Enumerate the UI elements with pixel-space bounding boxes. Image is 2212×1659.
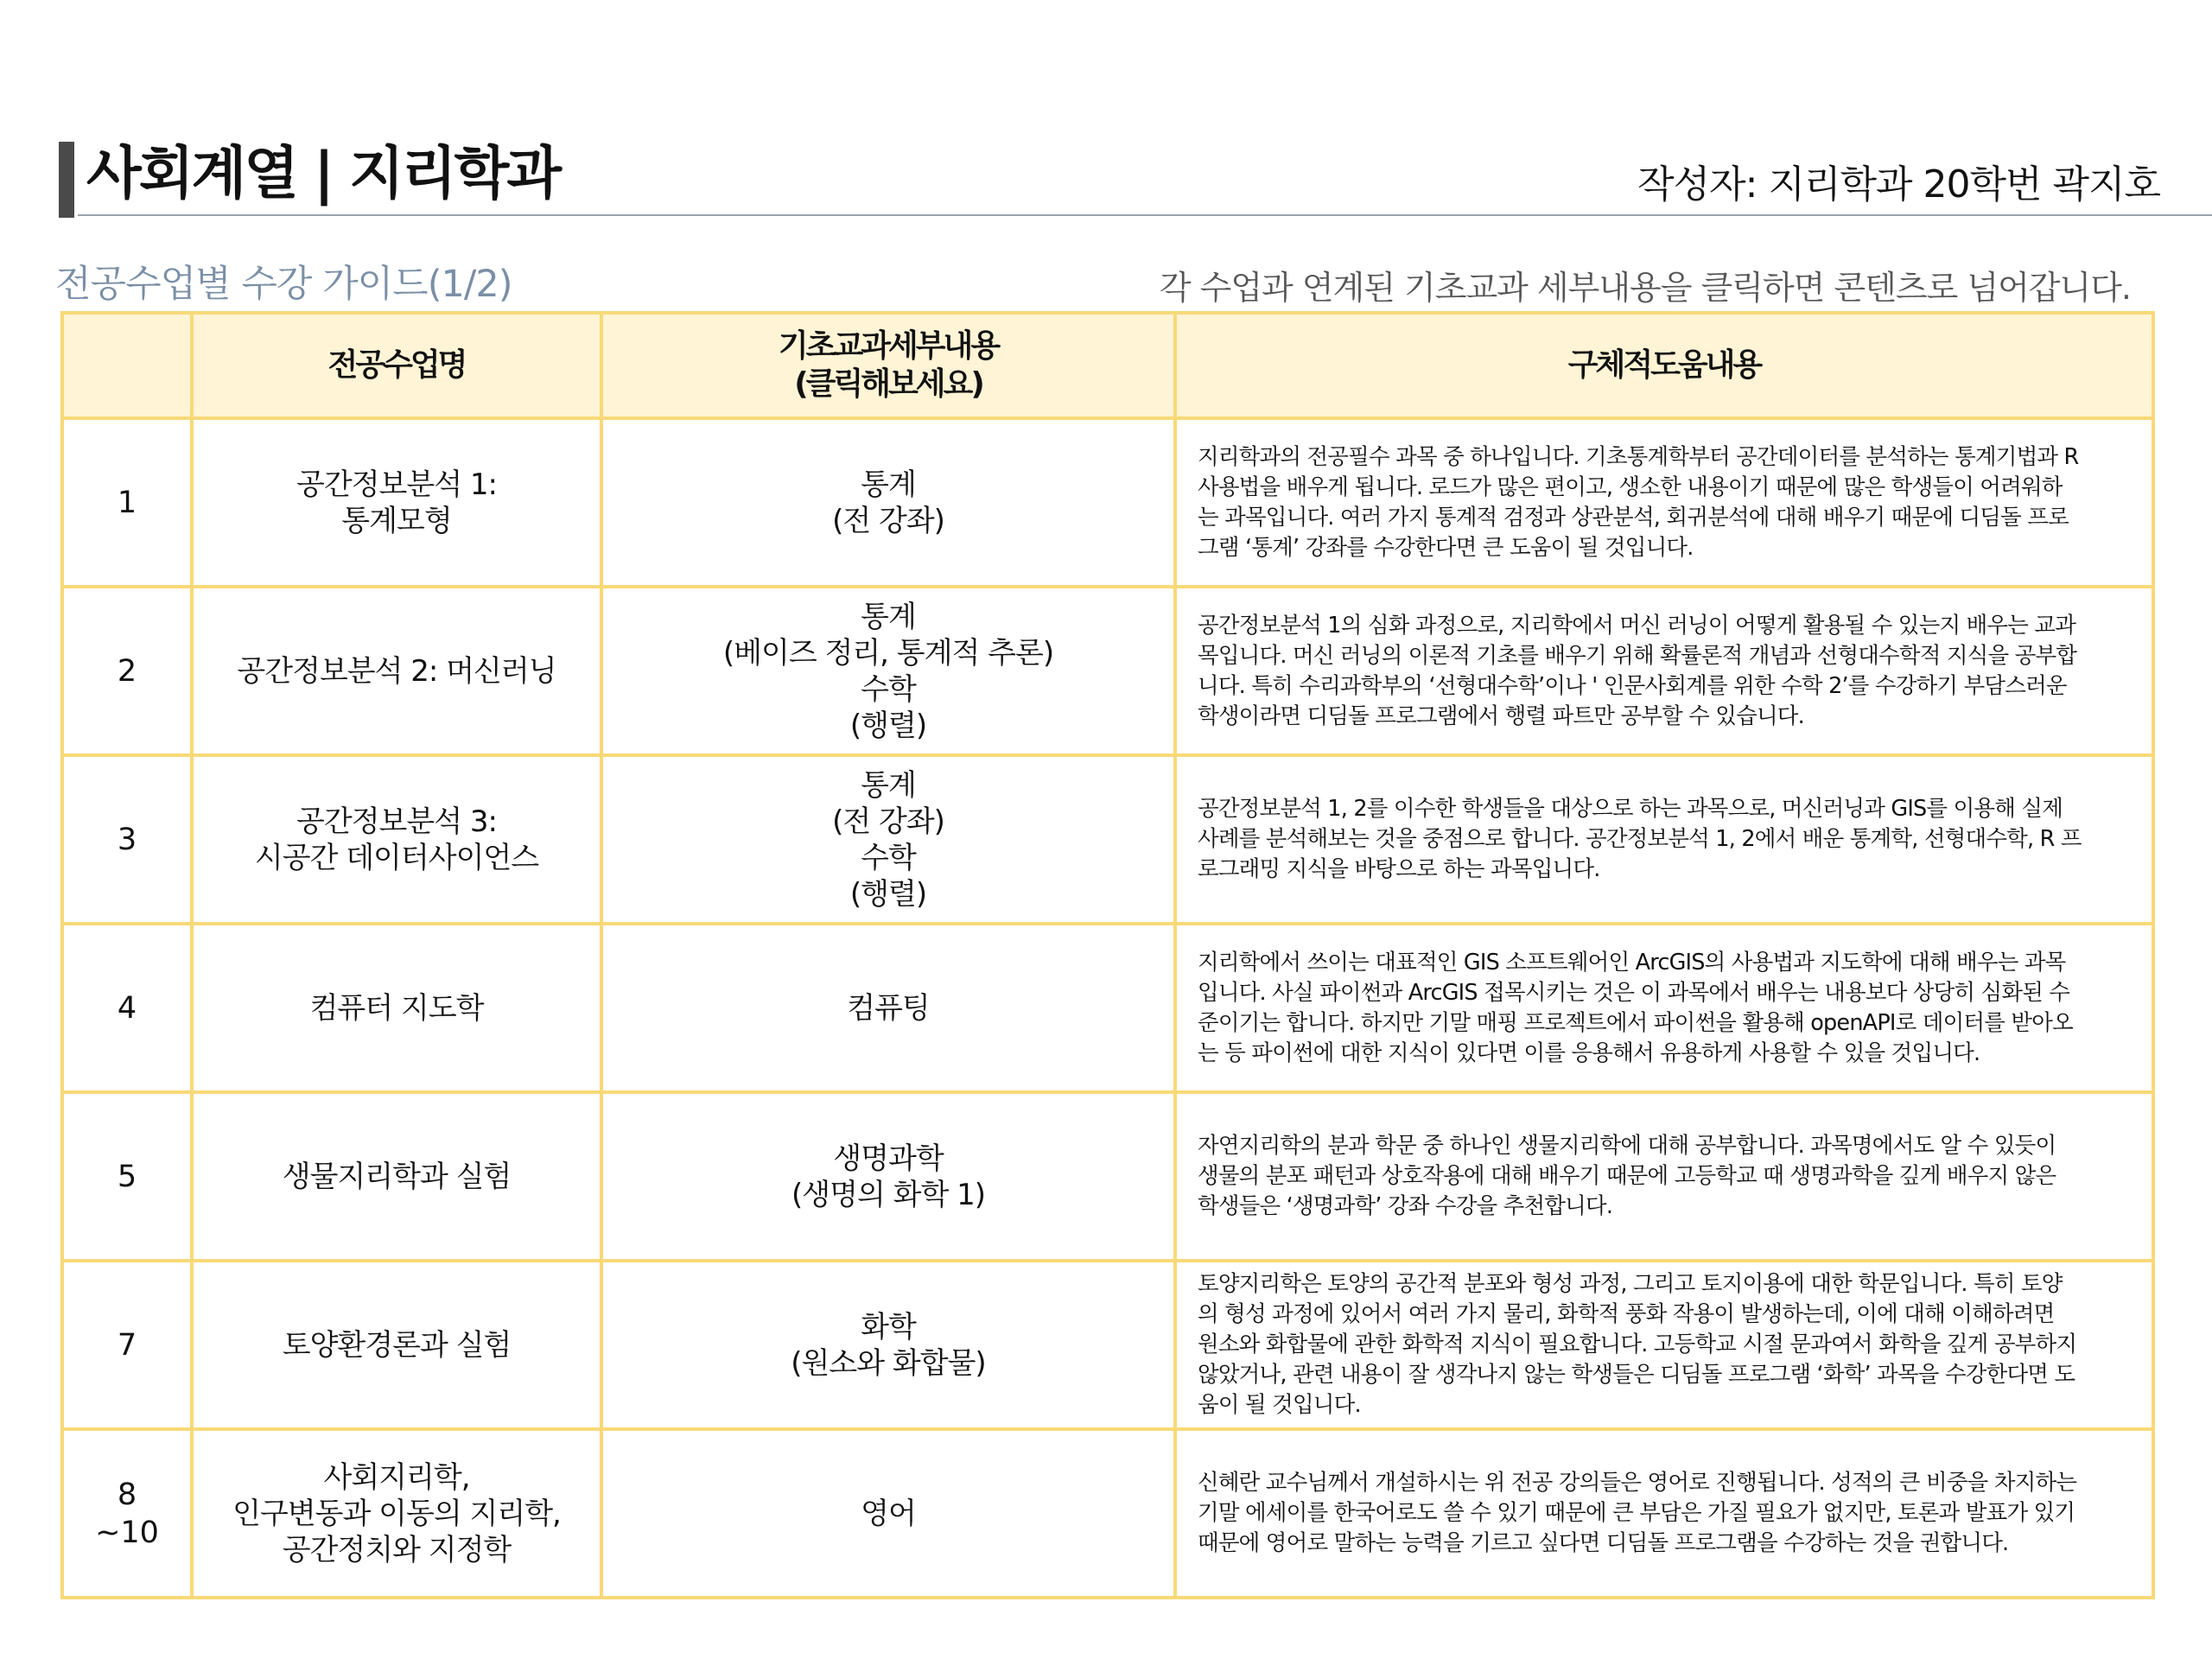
table-row [62, 924, 2153, 1092]
row-number: 8 ~10 [62, 1429, 192, 1598]
page-title: 사회계열 | 지리학과 [86, 140, 560, 207]
row-number: 3 [62, 755, 192, 924]
header-number [62, 313, 192, 418]
course-name: 토양환경론과 실험 [192, 1261, 601, 1429]
basic-subject-link[interactable]: 영어 [601, 1429, 1175, 1598]
help-description: 신혜란 교수님께서 개설하시는 위 전공 강의들은 영어로 진행됩니다. 성적의 큰 비중을 차지하는 기말 에세이를 한국어로도 쓸 수 있기 때문에 큰 부담은 가질 필요가 없지만, 토론과 발표가 있기 때문에 영어로 말하는 능력을 기르고 싶다면 디딤돌 프로그램을 수강하는 것을 권합니다. [1175, 1429, 2153, 1598]
course-name: 생물지리학과 실험 [192, 1092, 601, 1261]
header-divider [78, 214, 2212, 216]
help-description: 지리학과의 전공필수 과목 중 하나입니다. 기초통계학부터 공간데이터를 분석하는 통계기법과 R 사용법을 배우게 됩니다. 로드가 많은 편이고, 생소한 내용이기 때문에 많은 학생들이 어려워하 는 과목입니다. 여러 가지 통계적 검정과 상관분석, 회귀분석에 대해 배우기 때문에 디딤돌 프로 그램 ‘통계’ 강좌를 수강한다면 큰 도움이 될 것입니다. [1175, 418, 2153, 587]
course-name: 공간정보분석 3: 시공간 데이터사이언스 [192, 755, 601, 924]
table-row [62, 1092, 2153, 1261]
author-credit: 작성자: 지리학과 20학번 곽지호 [1637, 162, 2160, 207]
course-name: 사회지리학, 인구변동과 이동의 지리학, 공간정치와 지정학 [192, 1429, 601, 1598]
basic-subject-link[interactable]: 생명과학 (생명의 화학 1) [601, 1092, 1175, 1261]
header-help-detail: 구체적도움내용 [1175, 313, 2153, 418]
basic-subject-link[interactable]: 화학 (원소와 화합물) [601, 1261, 1175, 1429]
row-number: 4 [62, 924, 192, 1092]
basic-subject-link[interactable]: 통계 (전 강좌) [601, 418, 1175, 587]
basic-subject-link[interactable]: 통계 (베이즈 정리, 통계적 추론) 수학 (행렬) [601, 587, 1175, 755]
help-description: 공간정보분석 1, 2를 이수한 학생들을 대상으로 하는 과목으로, 머신러닝과 GIS를 이용해 실제 사례를 분석해보는 것을 중점으로 합니다. 공간정보분석 1, 2에서 배운 통계학, 선형대수학, R 프 로그래밍 지식을 바탕으로 하는 과목입니다. [1175, 755, 2153, 924]
basic-subject-link[interactable]: 통계 (전 강좌) 수학 (행렬) [601, 755, 1175, 924]
header-course-name: 전공수업명 [192, 313, 601, 418]
course-guide-table [60, 311, 2155, 1599]
table-row [62, 418, 2153, 587]
section-subtitle: 전공수업별 수강 가이드(1/2) [55, 263, 512, 306]
row-number: 7 [62, 1261, 192, 1429]
table-row [62, 755, 2153, 924]
table-row [62, 587, 2153, 755]
table-row [62, 1261, 2153, 1429]
help-description: 공간정보분석 1의 심화 과정으로, 지리학에서 머신 러닝이 어떻게 활용될 수 있는지 배우는 교과 목입니다. 머신 러닝의 이론적 기초를 배우기 위해 확률론적 개념과 선형대수학적 지식을 공부합 니다. 특히 수리과학부의 ‘선형대수학’이나 ' 인문사회계를 위한 수학 2’를 수강하기 부담스러운 학생이라면 디딤돌 프로그램에서 행렬 파트만 공부할 수 있습니다. [1175, 587, 2153, 755]
row-number: 1 [62, 418, 192, 587]
table-row [62, 1429, 2153, 1598]
title-accent-bar [59, 142, 74, 218]
header-basic-subject: 기초교과세부내용 (클릭해보세요) [601, 313, 1175, 418]
course-name: 공간정보분석 2: 머신러닝 [192, 587, 601, 755]
course-name: 공간정보분석 1: 통계모형 [192, 418, 601, 587]
help-description: 자연지리학의 분과 학문 중 하나인 생물지리학에 대해 공부합니다. 과목명에서도 알 수 있듯이 생물의 분포 패턴과 상호작용에 대해 배우기 때문에 고등학교 때 생명과학을 깊게 배우지 않은 학생들은 ‘생명과학’ 강좌 수강을 추천합니다. [1175, 1092, 2153, 1261]
help-description: 지리학에서 쓰이는 대표적인 GIS 소프트웨어인 ArcGIS의 사용법과 지도학에 대해 배우는 과목 입니다. 사실 파이썬과 ArcGIS 접목시키는 것은 이 과목에서 배우는 내용보다 상당히 심화된 수 준이기는 합니다. 하지만 기말 매핑 프로젝트에서 파이썬을 활용해 openAPI로 데이터를 받아오 는 등 파이썬에 대한 지식이 있다면 이를 응용해서 유용하게 사용할 수 있을 것입니다. [1175, 924, 2153, 1092]
basic-subject-link[interactable]: 컴퓨팅 [601, 924, 1175, 1092]
instruction-text: 각 수업과 연계된 기초교과 세부내용을 클릭하면 콘텐츠로 넘어갑니다. [1159, 269, 2131, 307]
course-name: 컴퓨터 지도학 [192, 924, 601, 1092]
row-number: 5 [62, 1092, 192, 1261]
row-number: 2 [62, 587, 192, 755]
table-header-row [62, 313, 2153, 418]
help-description: 토양지리학은 토양의 공간적 분포와 형성 과정, 그리고 토지이용에 대한 학문입니다. 특히 토양 의 형성 과정에 있어서 여러 가지 물리, 화학적 풍화 작용이 발생하는데, 이에 대해 이해하려면 원소와 화합물에 관한 화학적 지식이 필요합니다. 고등학교 시절 문과여서 화학을 깊게 공부하지 않았거나, 관련 내용이 잘 생각나지 않는 학생들은 디딤돌 프로그램 ‘화학’ 과목을 수강한다면 도 움이 될 것입니다. [1175, 1261, 2153, 1429]
